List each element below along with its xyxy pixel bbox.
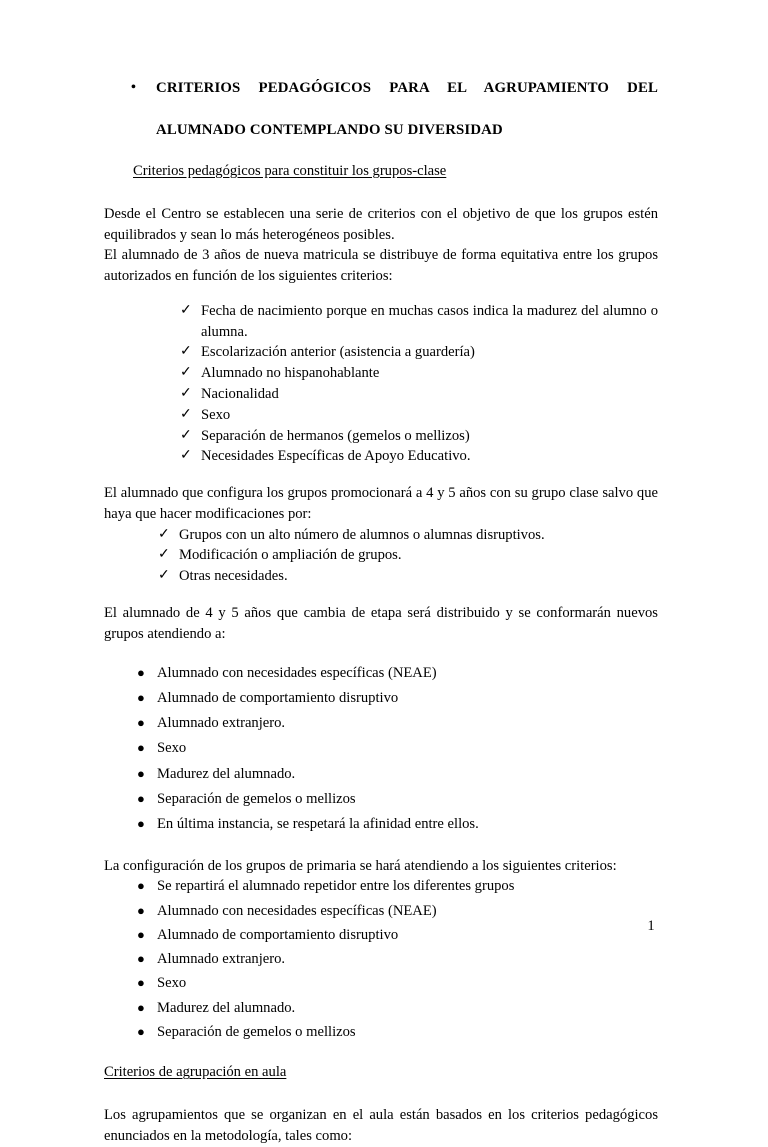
bullet-icon: ● [137,790,145,806]
bullet-icon: ● [137,765,145,781]
list-item-label: Alumnado extranjero. [157,951,286,968]
check-icon: ✓ [158,547,170,563]
heading-line-1: CRITERIOS PEDAGÓGICOS PARA EL AGRUPAMIENTO DEL [156,80,658,96]
bullet-icon: ● [137,664,145,680]
list-item [180,446,658,467]
list-item [137,973,658,994]
list-item [180,384,658,405]
heading-bullet-icon: • [131,80,136,95]
list-item [180,342,658,363]
list-item-label: Alumnado de comportamiento disruptivo [157,689,399,706]
list-item [137,764,658,785]
paragraph-agrupamientos-aula: Los agrupamientos que se organizan en el aula están basados en los criterios pedagógicos enunciados en la metodología, tales como: [104,1107,658,1144]
list-item-label: Alumnado con necesidades específicas (NEAE) [157,664,437,681]
list-item [137,789,658,810]
list-item [137,663,658,684]
check-icon: ✓ [158,526,170,542]
paragraph-promocion-4-5-anos: El alumnado que configura los grupos promocionará a 4 y 5 años con su grupo clase salvo que haya que hacer modificaciones por: [104,485,658,522]
check-icon: ✓ [180,302,192,318]
list-item [137,713,658,734]
list-item [137,738,658,759]
subheading-criterios-agrupacion-aula: Criterios de agrupación en aula [104,1064,287,1081]
list-item [180,426,658,447]
list-item-label: Otras necesidades. [179,568,288,585]
list-item [137,1022,658,1043]
list-item-label: En última instancia, se respetará la afinidad entre ellos. [157,816,479,833]
list-item-label: Nacionalidad [201,385,279,402]
bullet-icon: ● [137,975,145,991]
list-item [180,301,658,343]
list-item-label: Sexo [157,975,187,992]
list-item-label: Separación de gemelos o mellizos [157,1024,356,1040]
list-item [137,998,658,1019]
list-item [158,525,658,546]
check-icon: ✓ [180,406,192,422]
list-item [180,363,658,384]
criteria-list-modificaciones [158,525,658,587]
list-item-label: Alumnado extranjero. [157,715,286,732]
check-icon: ✓ [180,385,192,401]
bullet-icon: ● [137,1024,145,1039]
list-item-label: Se repartirá el alumnado repetidor entre los diferentes grupos [157,878,515,895]
list-item-label: Alumnado con necesidades específicas (NEAE) [157,902,437,919]
list-item-label: Grupos con un alto número de alumnos o alumnas disruptivos. [179,526,545,543]
list-item [137,814,658,835]
list-item [137,876,658,897]
bullet-icon: ● [137,816,145,832]
paragraph-alumnado-3-anos: El alumnado de 3 años de nueva matricula se distribuye de forma equitativa entre los grupos autorizados en función de los siguientes criterios: [104,247,658,285]
criteria-list-nuevos-grupos [137,663,658,835]
bullet-icon: ● [137,740,145,756]
list-item-label: Alumnado no hispanohablante [201,365,380,382]
page-number: 1 [647,918,655,934]
list-item-label: Separación de gemelos o mellizos [157,790,356,807]
list-item-label: Alumnado de comportamiento disruptivo [157,926,399,943]
heading-line-2: ALUMNADO CONTEMPLANDO SU DIVERSIDAD [156,122,503,138]
paragraph-desde-el-centro: Desde el Centro se establecen una serie de criterios con el objetivo de que los grupos estén equilibrados y sean lo más heterogéneos posibles. [104,205,658,243]
check-icon: ✓ [180,365,192,381]
list-item-label: Madurez del alumnado. [157,765,296,782]
bullet-icon: ● [137,926,145,942]
list-item-label: Necesidades Específicas de Apoyo Educativo. [201,448,471,465]
bullet-icon: ● [137,951,145,967]
list-item [137,949,658,970]
bullet-icon: ● [137,999,145,1015]
main-heading [104,78,658,141]
check-icon: ✓ [158,568,170,584]
list-item-label: Escolarización anterior (asistencia a guardería) [201,344,475,361]
heading-text [156,78,658,141]
list-item [180,405,658,426]
list-item [158,566,658,587]
bullet-icon: ● [137,878,145,894]
check-icon: ✓ [180,344,192,360]
list-item [158,545,658,566]
list-item [137,688,658,709]
list-item-label: Fecha de nacimiento porque en muchas casos indica la madurez del alumno o alumna. [201,302,658,340]
list-item-label: Sexo [157,740,187,757]
list-item-label: Sexo [201,406,231,423]
document-content [104,78,658,1147]
list-item-label: Separación de hermanos (gemelos o mellizos) [201,427,470,444]
bullet-icon: ● [137,902,145,918]
criteria-list-primaria [137,876,658,1042]
bullet-icon: ● [137,689,145,705]
criteria-list-matricula [180,301,658,467]
check-icon: ✓ [180,427,192,443]
list-item-label: Modificación o ampliación de grupos. [179,547,402,564]
paragraph-cambio-de-etapa: El alumnado de 4 y 5 años que cambia de etapa será distribuido y se conformarán nuevos grupos atendiendo a: [104,605,658,642]
subheading-criterios-grupos-clase: Criterios pedagógicos para constituir los grupos-clase [133,163,447,179]
list-item-label: Madurez del alumnado. [157,999,296,1016]
check-icon: ✓ [180,448,192,464]
bullet-icon: ● [137,715,145,731]
paragraph-configuracion-primaria: La configuración de los grupos de primaria se hará atendiendo a los siguientes criterios: [104,857,617,874]
